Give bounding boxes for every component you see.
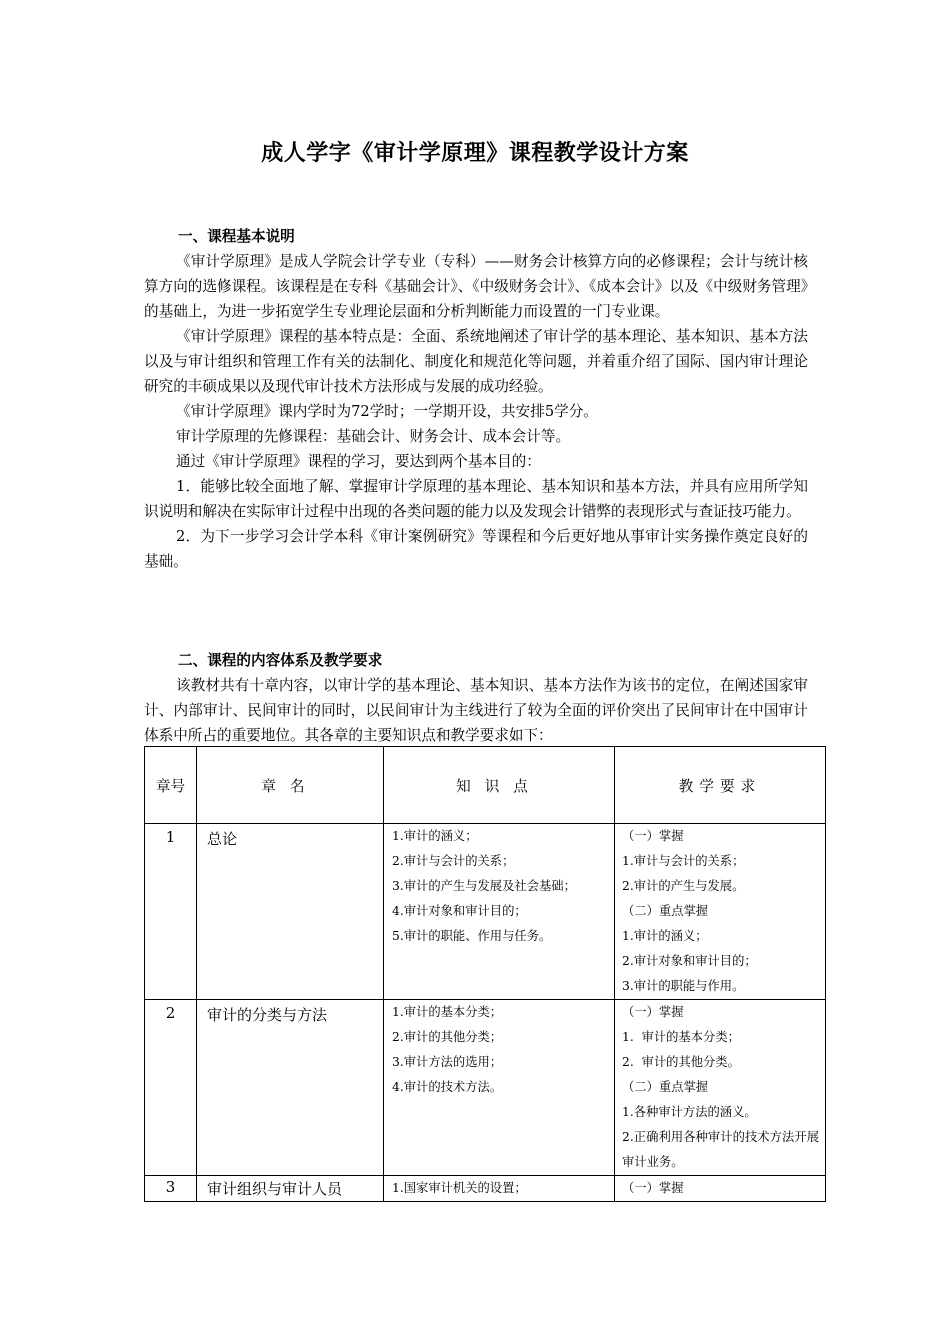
paragraph: 1．能够比较全面地了解、掌握审计学原理的基本理论、基本知识和基本方法，并具有应用所学知识说明和解决在实际审计过程中出现的各类问题的能力以及发现会计错弊的表现形式与查证技巧能力。 bbox=[144, 478, 808, 520]
paragraph: 《审计学原理》课内学时为72学时；一学期开设，共安排5学分。 bbox=[176, 403, 598, 420]
section-basic-info bbox=[144, 224, 808, 574]
list-item: 2.审计的其他分类； bbox=[392, 1030, 503, 1044]
list-item: 3.审计的职能与作用。 bbox=[622, 979, 745, 993]
section-content-system bbox=[144, 648, 808, 748]
paragraph: 该教材共有十章内容，以审计学的基本理论、基本知识、基本方法作为该书的定位，在阐述国家审计、内部审计、民间审计的同时，以民间审计为主线进行了较为全面的评价突出了民间审计在中国审计体系中所占的重要地位。其各章的主要知识点和教学要求如下： bbox=[144, 677, 808, 744]
header-requirements: 教学要求 bbox=[615, 747, 826, 824]
list-item: 1.审计的涵义； bbox=[622, 929, 708, 943]
table-header-row bbox=[145, 747, 826, 824]
paragraph: 《审计学原理》是成人学院会计学专业（专科）——财务会计核算方向的必修课程；会计与统计核算方向的选修课程。该课程是在专科《基础会计》、《中级财务会计》、《成本会计》以及《中级财务管理》的基础上，为进一步拓宽学生专业理论层面和分析判断能力而设置的一门专业课。 bbox=[144, 253, 809, 320]
list-item: 1.审计的基本分类； bbox=[392, 1005, 503, 1019]
header-chapter-name: 章名 bbox=[197, 747, 384, 824]
list-item: 4.审计的技术方法。 bbox=[392, 1080, 503, 1094]
chapter-number: 1 bbox=[145, 824, 197, 1000]
list-item: （一）掌握 bbox=[622, 1005, 684, 1019]
table-row bbox=[145, 1176, 826, 1202]
paragraph: 审计学原理的先修课程：基础会计、财务会计、成本会计等。 bbox=[176, 428, 571, 445]
section-heading: 一、课程基本说明 bbox=[178, 228, 295, 245]
list-item: 4.审计对象和审计目的； bbox=[392, 904, 527, 918]
list-item: （一）掌握 bbox=[622, 1181, 684, 1195]
list-item: 1.国家审计机关的设置； bbox=[392, 1181, 527, 1195]
table-row bbox=[145, 824, 826, 1000]
list-item: 2.审计对象和审计目的； bbox=[622, 954, 757, 968]
list-item: 2. 审计的其他分类。 bbox=[622, 1055, 740, 1069]
document-title: 成人学字《审计学原理》课程教学设计方案 bbox=[261, 141, 689, 166]
knowledge-points bbox=[384, 1176, 615, 1202]
table-row bbox=[145, 1000, 826, 1176]
knowledge-points bbox=[384, 1000, 615, 1176]
chapter-name: 审计组织与审计人员 bbox=[197, 1176, 384, 1202]
list-item: 1.审计与会计的关系； bbox=[622, 854, 745, 868]
list-item: 1. 审计的基本分类； bbox=[622, 1030, 740, 1044]
chapter-number: 2 bbox=[145, 1000, 197, 1176]
paragraph: 通过《审计学原理》课程的学习，要达到两个基本目的： bbox=[176, 453, 541, 470]
list-item: 2.审计的产生与发展。 bbox=[622, 879, 745, 893]
list-item: （二）重点掌握 bbox=[622, 1080, 709, 1094]
list-item: （二）重点掌握 bbox=[622, 904, 709, 918]
paragraph: 2．为下一步学习会计学本科《审计案例研究》等课程和今后更好地从事审计实务操作奠定良好的基础。 bbox=[144, 528, 808, 570]
list-item: （一）掌握 bbox=[622, 829, 684, 843]
list-item: 5.审计的职能、作用与任务。 bbox=[392, 929, 552, 943]
list-item: 1.审计的涵义； bbox=[392, 829, 478, 843]
paragraph: 《审计学原理》课程的基本特点是：全面、系统地阐述了审计学的基本理论、基本知识、基本方法以及与审计组织和管理工作有关的法制化、制度化和规范化等问题，并着重介绍了国际、国内审计理论研究的丰硕成果以及现代审计技术方法形成与发展的成功经验。 bbox=[144, 328, 808, 395]
section-heading: 二、课程的内容体系及教学要求 bbox=[178, 652, 383, 669]
chapter-name: 总论 bbox=[197, 824, 384, 1000]
list-item: 1.各种审计方法的涵义。 bbox=[622, 1105, 757, 1119]
chapter-number: 3 bbox=[145, 1176, 197, 1202]
list-item: 2.审计与会计的关系； bbox=[392, 854, 515, 868]
list-item: 3.审计方法的选用； bbox=[392, 1055, 503, 1069]
list-item: 3.审计的产生与发展及社会基础； bbox=[392, 879, 576, 893]
chapter-name: 审计的分类与方法 bbox=[197, 1000, 384, 1176]
header-chapter-no: 章号 bbox=[145, 747, 197, 824]
teaching-requirements bbox=[615, 1176, 826, 1202]
list-item: 2.正确利用各种审计的技术方法开展审计业务。 bbox=[622, 1130, 819, 1169]
teaching-requirements bbox=[615, 1000, 826, 1176]
knowledge-points bbox=[384, 824, 615, 1000]
chapter-table bbox=[144, 746, 826, 1202]
header-knowledge-points: 知识点 bbox=[384, 747, 615, 824]
teaching-requirements bbox=[615, 824, 826, 1000]
